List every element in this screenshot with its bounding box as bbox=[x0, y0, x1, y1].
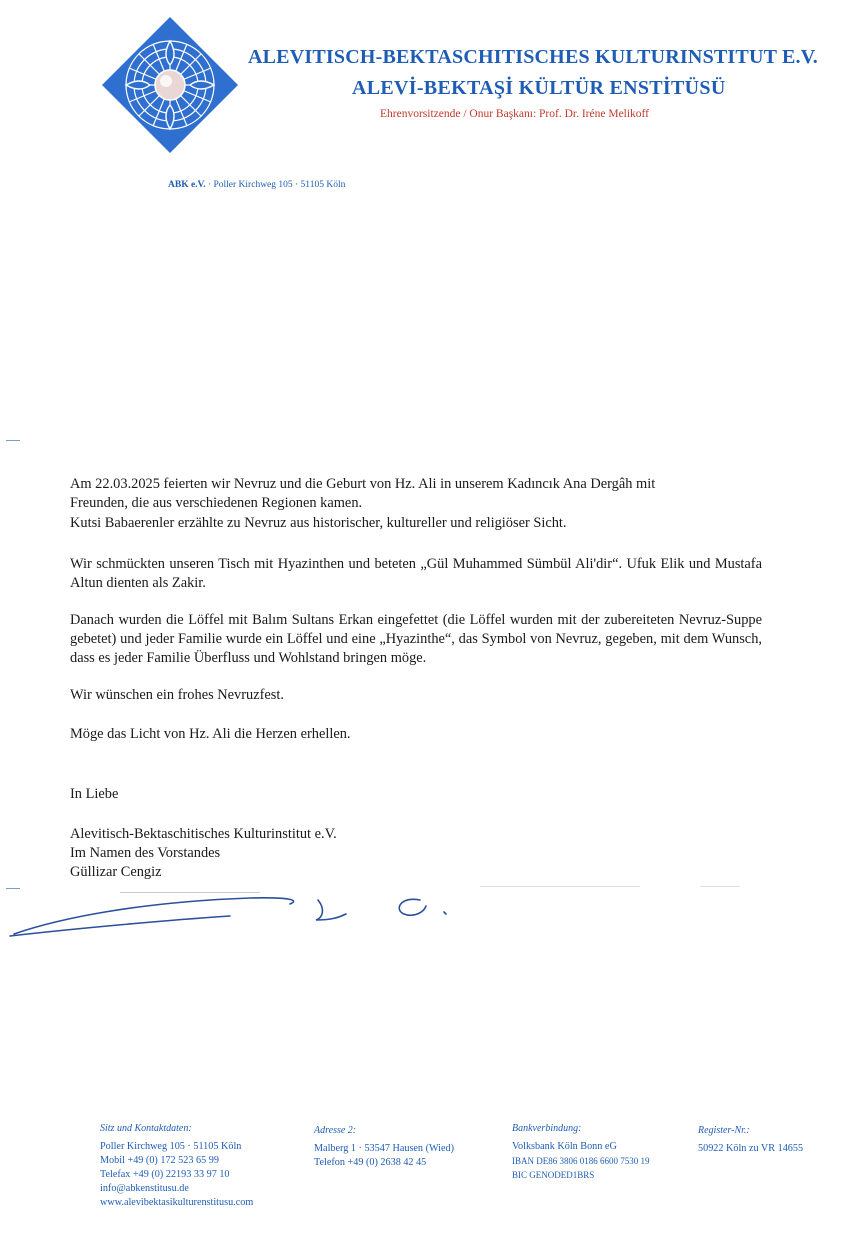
footer-register-number: 50922 Köln zu VR 14655 bbox=[698, 1143, 804, 1154]
footer-bank-name: Volksbank Köln Bonn eG bbox=[512, 1141, 617, 1152]
footer-contact-fax: Telefax +49 (0) 22193 33 97 10 bbox=[100, 1169, 230, 1180]
honorary-chair: Ehrenvorsitzende / Onur Başkanı: Prof. Dr. Iréne Melikoff bbox=[380, 108, 650, 120]
footer-contact bbox=[100, 1122, 253, 1210]
paragraph-1-line-3: Kutsi Babaerenler erzählte zu Nevruz aus historischer, kultureller und religiöser Sicht. bbox=[70, 515, 567, 531]
handwritten-signature bbox=[0, 878, 860, 948]
footer-register-heading: Register-Nr.: bbox=[698, 1125, 750, 1136]
footer-contact-heading: Sitz und Kontaktdaten: bbox=[100, 1123, 192, 1134]
paragraph-5: Möge das Licht von Hz. Ali die Herzen erhellen. bbox=[70, 726, 351, 742]
paragraph-4: Wir wünschen ein frohes Nevruzfest. bbox=[70, 687, 285, 703]
footer-contact-mobile: Mobil +49 (0) 172 523 65 99 bbox=[100, 1155, 219, 1166]
paragraph-3: Danach wurden die Löffel mit Balım Sultans Erkan eingefettet (die Löffel wurden mit der zubereiteten Nevruz-Suppe gebetet) und jeder Familie wurde ein Löffel und eine „Hyazinthe“, das Symbol von Nevruz, gegeben, mit dem Wunsch, dass es jeder Familie Überfluss und Wohlstand bringen möge. bbox=[70, 612, 762, 666]
footer-bank-bic: BIC GENODED1BRS bbox=[512, 1170, 595, 1180]
signatory-role: Im Namen des Vorstandes bbox=[70, 845, 221, 861]
footer-address2-phone: Telefon +49 (0) 2638 42 45 bbox=[314, 1157, 427, 1168]
footer-bank-iban: IBAN DE86 3806 0186 6600 7530 19 bbox=[512, 1156, 650, 1166]
institute-logo bbox=[100, 15, 240, 155]
sender-address: · Poller Kirchweg 105 · 51105 Köln bbox=[205, 180, 346, 190]
footer-address2 bbox=[314, 1124, 454, 1170]
paragraph-1-line-1: Am 22.03.2025 feierten wir Nevruz und die Geburt von Hz. Ali in unserem Kadıncık Ana Dergâh mit bbox=[70, 476, 656, 492]
signatory-org: Alevitisch-Bektaschitisches Kulturinstitut e.V. bbox=[70, 826, 337, 842]
fold-mark bbox=[6, 440, 20, 441]
footer-register bbox=[698, 1124, 803, 1156]
footer-contact-website[interactable]: www.alevibektasikulturenstitusu.com bbox=[100, 1197, 254, 1208]
sender-org: ABK e.V. bbox=[168, 180, 206, 190]
footer-address2-street: Malberg 1 · 53547 Hausen (Wied) bbox=[314, 1143, 455, 1154]
sender-address-line bbox=[168, 180, 345, 190]
org-name-turkish: ALEVİ-BEKTAŞİ KÜLTÜR ENSTİTÜSÜ bbox=[352, 77, 726, 99]
footer-bank-heading: Bankverbindung: bbox=[512, 1123, 582, 1134]
closing: In Liebe bbox=[70, 786, 119, 802]
signatory-name: Güllizar Cengiz bbox=[70, 864, 162, 880]
footer-bank bbox=[512, 1122, 650, 1182]
footer-contact-address: Poller Kirchweg 105 · 51105 Köln bbox=[100, 1141, 242, 1152]
paragraph-2: Wir schmückten unseren Tisch mit Hyazinthen und beteten „Gül Muhammed Sümbül Ali'dir“. Ufuk Elik und Mustafa Altun dienten als Zakir. bbox=[70, 556, 762, 591]
paragraph-1-line-2: Freunden, die aus verschiedenen Regionen kamen. bbox=[70, 495, 363, 511]
footer-address2-heading: Adresse 2: bbox=[314, 1125, 357, 1136]
org-name-german: ALEVITISCH-BEKTASCHITISCHES KULTURINSTITUT E.V. bbox=[248, 46, 818, 68]
footer-contact-email[interactable]: info@abkenstitusu.de bbox=[100, 1183, 189, 1194]
